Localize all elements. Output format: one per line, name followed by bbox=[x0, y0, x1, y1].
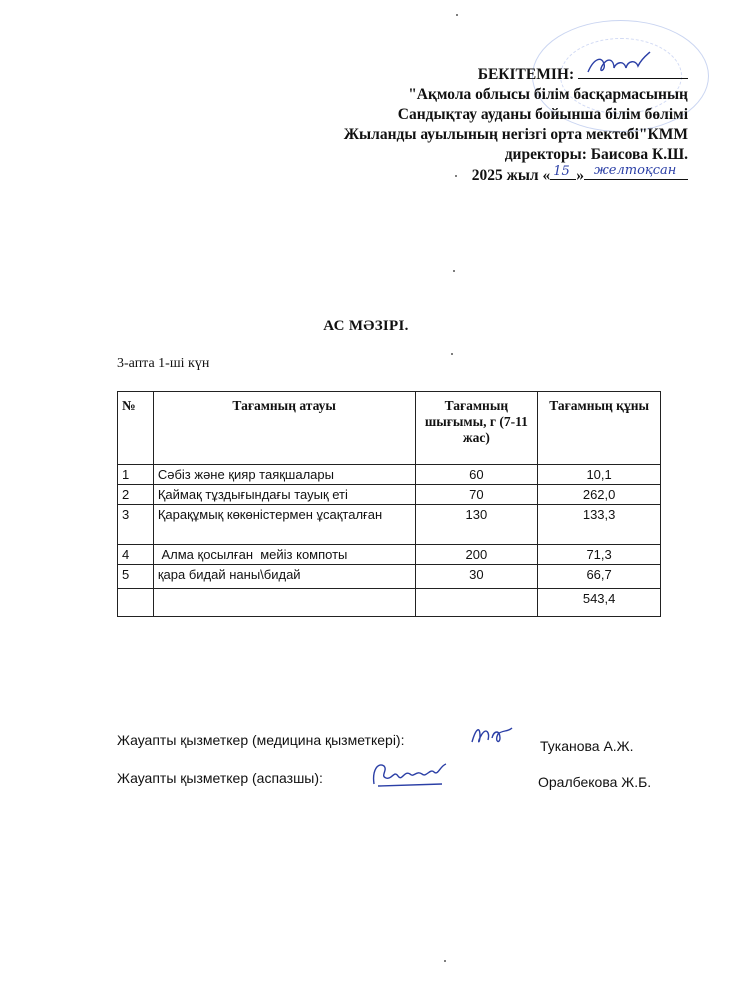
table-row bbox=[118, 545, 661, 565]
dish-yield: 200 bbox=[415, 545, 538, 565]
row-number: 2 bbox=[118, 485, 154, 505]
responsible-cook-label: Жауапты қызметкер (аспазшы): bbox=[117, 770, 323, 786]
date-year-prefix: 2025 жыл « bbox=[471, 167, 551, 184]
scan-speck bbox=[455, 175, 457, 177]
approval-heading: БЕКІТЕМІН: bbox=[477, 66, 575, 83]
dish-name: Қаймақ тұздығындағы тауық еті bbox=[153, 485, 415, 505]
approval-block bbox=[248, 64, 688, 186]
header-yield: Тағамның шығымы, г (7-11 жас) bbox=[415, 392, 538, 465]
row-number: 5 bbox=[118, 565, 154, 589]
table-row bbox=[118, 465, 661, 485]
approval-line-2: Сандықтау ауданы бойынша білім бөлімі bbox=[397, 106, 688, 123]
approval-line-4: директоры: Баисова К.Ш. bbox=[504, 146, 688, 163]
date-month-line bbox=[584, 165, 688, 180]
dish-name: қара бидай наны\бидай bbox=[153, 565, 415, 589]
date-month-handwritten: желтоқсан bbox=[594, 163, 677, 178]
total-cost: 543,4 bbox=[538, 589, 661, 617]
dish-cost: 133,3 bbox=[538, 505, 661, 545]
responsible-medical-label: Жауапты қызметкер (медицина қызметкері): bbox=[117, 732, 405, 748]
approval-date-line bbox=[248, 165, 688, 186]
header-number: № bbox=[118, 392, 154, 465]
director-signature-line bbox=[578, 64, 688, 79]
header-cost: Тағамның құны bbox=[538, 392, 661, 465]
dish-name: Сәбіз және қияр таяқшалары bbox=[153, 465, 415, 485]
menu-table bbox=[117, 391, 661, 617]
table-row bbox=[118, 505, 661, 545]
dish-yield: 60 bbox=[415, 465, 538, 485]
approval-heading-line bbox=[248, 64, 688, 85]
date-day-handwritten: 15 bbox=[553, 164, 570, 179]
row-number: 3 bbox=[118, 505, 154, 545]
responsible-medical-name: Туканова А.Ж. bbox=[540, 738, 634, 754]
dish-cost: 10,1 bbox=[538, 465, 661, 485]
table-total-row bbox=[118, 589, 661, 617]
total-empty-name bbox=[153, 589, 415, 617]
scan-speck bbox=[453, 270, 455, 272]
table-header-row bbox=[118, 392, 661, 465]
dish-cost: 66,7 bbox=[538, 565, 661, 589]
row-number: 4 bbox=[118, 545, 154, 565]
header-dish-name: Тағамның атауы bbox=[153, 392, 415, 465]
table-row bbox=[118, 485, 661, 505]
page-title: АС МӘЗІРІ. bbox=[323, 318, 409, 334]
dish-name: Алма қосылған мейіз компоты bbox=[153, 545, 415, 565]
scan-speck bbox=[456, 14, 458, 16]
scan-speck bbox=[451, 353, 453, 355]
scan-speck bbox=[444, 960, 446, 962]
dish-cost: 262,0 bbox=[538, 485, 661, 505]
medical-signature bbox=[468, 722, 518, 750]
approval-line-3: Жыланды ауылының негізгі орта мектебі"КММ bbox=[343, 126, 688, 143]
week-day-subtitle: 3-апта 1-ші күн bbox=[117, 356, 210, 371]
date-day-line bbox=[550, 165, 576, 180]
dish-cost: 71,3 bbox=[538, 545, 661, 565]
dish-yield: 130 bbox=[415, 505, 538, 545]
cook-signature bbox=[368, 758, 452, 792]
dish-name: Қарақұмық көкөністермен ұсақталған bbox=[153, 505, 415, 545]
approval-line-1: "Ақмола облысы білім басқармасының bbox=[408, 86, 688, 103]
director-signature bbox=[584, 50, 654, 80]
dish-yield: 30 bbox=[415, 565, 538, 589]
dish-yield: 70 bbox=[415, 485, 538, 505]
total-empty-yield bbox=[415, 589, 538, 617]
date-quote-close: » bbox=[576, 167, 584, 184]
total-empty-number bbox=[118, 589, 154, 617]
row-number: 1 bbox=[118, 465, 154, 485]
responsible-cook-name: Оралбекова Ж.Б. bbox=[538, 774, 652, 790]
table-row bbox=[118, 565, 661, 589]
